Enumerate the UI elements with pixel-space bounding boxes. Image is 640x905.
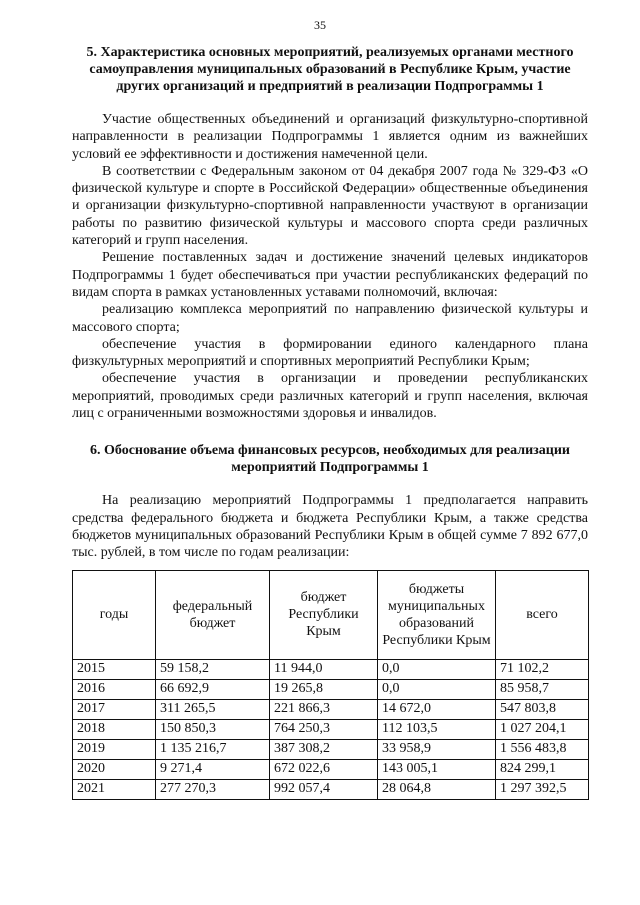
cell-federal: 59 158,2 [156, 659, 270, 679]
cell-municipal: 143 005,1 [378, 759, 496, 779]
cell-total: 1 027 204,1 [496, 719, 589, 739]
cell-municipal: 33 958,9 [378, 739, 496, 759]
cell-crimea: 764 250,3 [270, 719, 378, 739]
header-municipal-budgets: бюджеты муниципальных образований Республики Крым [378, 570, 496, 659]
cell-total: 1 297 392,5 [496, 779, 589, 799]
page-content [72, 44, 588, 800]
cell-municipal: 14 672,0 [378, 699, 496, 719]
cell-federal: 9 271,4 [156, 759, 270, 779]
section-6-title: 6. Обоснование объема финансовых ресурсов, необходимых для реализации мероприятий Подпрограммы 1 [90, 443, 570, 476]
cell-year: 2020 [73, 759, 156, 779]
cell-crimea: 19 265,8 [270, 679, 378, 699]
cell-crimea: 221 866,3 [270, 699, 378, 719]
section-6-paragraph: На реализацию мероприятий Подпрограммы 1 предполагается направить средства федерального бюджета и бюджета Республики Крым, а также средства бюджетов муниципальных образований Республики Крым в общей сумме 7 892 677,0 тыс. рублей, в том числе по годам реализации: [72, 493, 588, 561]
table-header-row [73, 570, 589, 659]
cell-federal: 1 135 216,7 [156, 739, 270, 759]
header-federal-budget: федеральный бюджет [156, 570, 270, 659]
cell-crimea: 672 022,6 [270, 759, 378, 779]
cell-crimea: 387 308,2 [270, 739, 378, 759]
table-row [73, 659, 589, 679]
cell-municipal: 0,0 [378, 659, 496, 679]
section-5-paragraph: обеспечение участия в формировании единого календарного плана физкультурных мероприятий и спортивных мероприятий Республики Крым; [72, 336, 588, 370]
cell-total: 85 958,7 [496, 679, 589, 699]
cell-federal: 277 270,3 [156, 779, 270, 799]
section-5-title: 5. Характеристика основных мероприятий, реализуемых органами местного самоуправления муниципальных образований в Республике Крым, участие других организаций и предприятий в реализации Подпрограммы 1 [86, 45, 574, 94]
table-row [73, 759, 589, 779]
cell-total: 824 299,1 [496, 759, 589, 779]
funding-table [72, 570, 589, 800]
section-5-paragraph: Решение поставленных задач и достижение значений целевых индикаторов Подпрограммы 1 будет обеспечиваться при участии республиканских федераций по видам спорта в рамках установленных уставами полномочий, включая: [72, 250, 588, 300]
cell-total: 547 803,8 [496, 699, 589, 719]
cell-year: 2019 [73, 739, 156, 759]
cell-year: 2015 [73, 659, 156, 679]
cell-year: 2017 [73, 699, 156, 719]
cell-crimea: 992 057,4 [270, 779, 378, 799]
cell-federal: 311 265,5 [156, 699, 270, 719]
table-row [73, 699, 589, 719]
cell-federal: 66 692,9 [156, 679, 270, 699]
cell-federal: 150 850,3 [156, 719, 270, 739]
table-row [73, 739, 589, 759]
section-5-paragraph: Участие общественных объединений и организаций физкультурно-спортивной направленности в реализации Подпрограммы 1 является одним из важнейших условий ее эффективности и достижения намеченной цели. [72, 112, 588, 162]
cell-municipal: 0,0 [378, 679, 496, 699]
table-row [73, 679, 589, 699]
cell-municipal: 28 064,8 [378, 779, 496, 799]
header-total: всего [496, 570, 589, 659]
cell-year: 2021 [73, 779, 156, 799]
page-number: 35 [314, 18, 326, 32]
cell-total: 1 556 483,8 [496, 739, 589, 759]
section-5-paragraph: реализацию комплекса мероприятий по направлению физической культуры и массового спорта; [72, 302, 588, 335]
cell-year: 2016 [73, 679, 156, 699]
cell-crimea: 11 944,0 [270, 659, 378, 679]
section-5-paragraph: В соответствии с Федеральным законом от 04 декабря 2007 года № 329-ФЗ «О физической культуре и спорте в Российской Федерации» общественные объединения и организации физкультурно-спортивной направленности участвуют в организации работы по развитию физической культуры и массового спорта среди различных категорий и групп населения. [72, 163, 588, 249]
header-crimea-budget: бюджет Республики Крым [270, 570, 378, 659]
cell-total: 71 102,2 [496, 659, 589, 679]
table-row [73, 719, 589, 739]
table-row [73, 779, 589, 799]
section-5-paragraph: обеспечение участия в организации и проведении республиканских мероприятий, проводимых среди различных категорий и групп населения, включая лиц с ограниченными возможностями здоровья и инвалидов. [72, 371, 588, 422]
cell-municipal: 112 103,5 [378, 719, 496, 739]
header-years: годы [73, 570, 156, 659]
cell-year: 2018 [73, 719, 156, 739]
